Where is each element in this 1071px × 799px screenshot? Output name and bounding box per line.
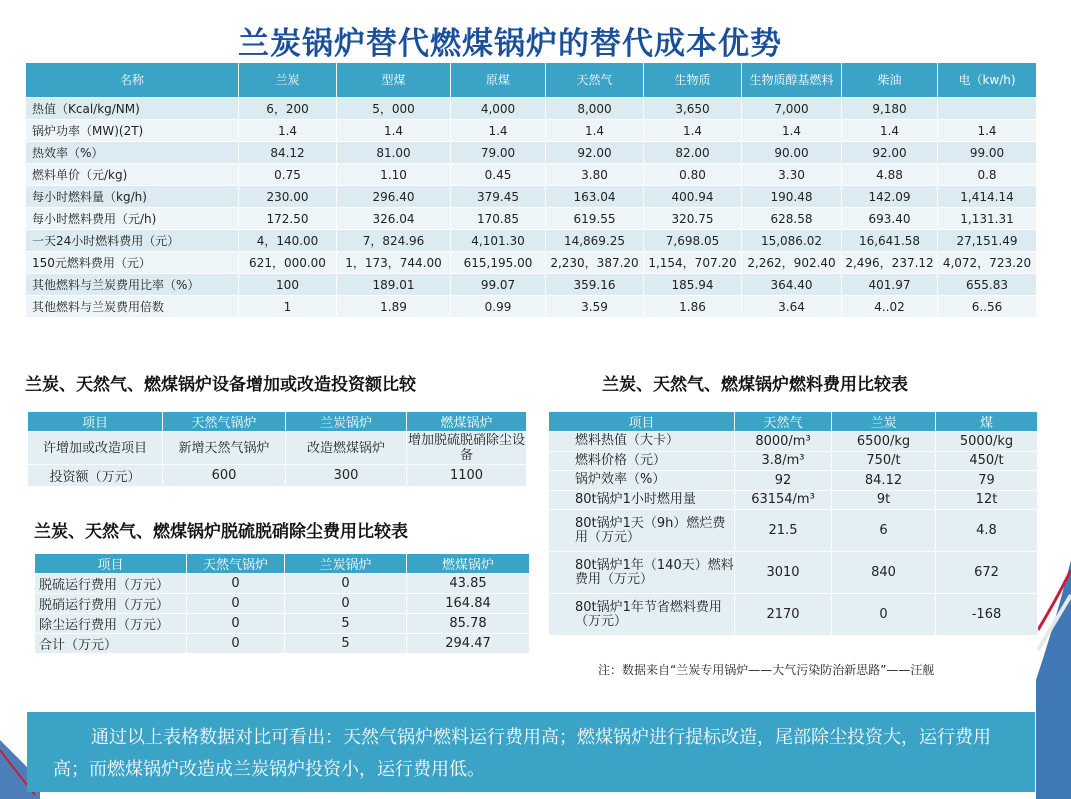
table-cell: 4,101.30 <box>451 230 546 252</box>
table-header-row <box>26 63 1037 98</box>
table-row <box>549 552 1038 594</box>
table-cell: 185.94 <box>644 274 742 296</box>
table-cell: 1.4 <box>938 120 1037 142</box>
table-cell: 21.5 <box>735 510 832 552</box>
column-header: 天然气锅炉 <box>163 412 286 432</box>
table-cell: 4，140.00 <box>239 230 337 252</box>
table-cell: 170.85 <box>451 208 546 230</box>
table-cell: 1.4 <box>546 120 644 142</box>
table-cell: 7,698.05 <box>644 230 742 252</box>
table-row <box>549 451 1038 471</box>
table-cell: 163.04 <box>546 186 644 208</box>
table-cell: 621，000.00 <box>239 252 337 274</box>
table-cell: 300 <box>286 465 407 487</box>
row-label-cell: 锅炉效率（%） <box>549 471 735 491</box>
table-cell: 401.97 <box>842 274 938 296</box>
table-cell: 1.4 <box>451 120 546 142</box>
table-cell: 92.00 <box>842 142 938 164</box>
table-row <box>26 142 1037 164</box>
column-header: 兰炭锅炉 <box>286 412 407 432</box>
table-cell: 0.75 <box>239 164 337 186</box>
table-cell: 190.48 <box>742 186 842 208</box>
table-row <box>28 465 527 487</box>
table-cell: 1，173，744.00 <box>337 252 451 274</box>
table-cell: 359.16 <box>546 274 644 296</box>
table-cell: 600 <box>163 465 286 487</box>
table-cell: 1,414.14 <box>938 186 1037 208</box>
table-cell: 3.59 <box>546 296 644 318</box>
row-label-cell: 80t锅炉1年节省燃料费用（万元） <box>549 594 735 636</box>
table-cell: 2170 <box>735 594 832 636</box>
table-cell: 4,072，723.20 <box>938 252 1037 274</box>
table-cell: 27,151.49 <box>938 230 1037 252</box>
table-cell: 改造燃煤锅炉 <box>286 432 407 465</box>
table-row <box>26 274 1037 296</box>
table-cell: 5000/kg <box>936 432 1038 452</box>
table-cell: 1100 <box>407 465 527 487</box>
table-cell: 1.4 <box>842 120 938 142</box>
table-cell: 172.50 <box>239 208 337 230</box>
table-cell: 840 <box>832 552 936 594</box>
table-cell: 326.04 <box>337 208 451 230</box>
row-label-cell: 锅炉功率（MW)(2T) <box>26 120 239 142</box>
column-header: 天然气 <box>546 63 644 98</box>
column-header: 生物质 <box>644 63 742 98</box>
table-row <box>35 634 530 654</box>
table-cell: 294.47 <box>407 634 530 654</box>
table-cell: 4,000 <box>451 98 546 120</box>
table-cell: 8000/m³ <box>735 432 832 452</box>
table-row <box>28 432 527 465</box>
row-label-cell: 其他燃料与兰炭费用倍数 <box>26 296 239 318</box>
table-cell: 90.00 <box>742 142 842 164</box>
table-cell: 9t <box>832 490 936 510</box>
table-cell: 693.40 <box>842 208 938 230</box>
column-header: 天然气锅炉 <box>187 554 285 574</box>
table-cell: 615,195.00 <box>451 252 546 274</box>
table-cell: 672 <box>936 552 1038 594</box>
table-cell: 84.12 <box>832 471 936 491</box>
column-header: 电（kw/h) <box>938 63 1037 98</box>
table-cell: 3.64 <box>742 296 842 318</box>
table-cell: 81.00 <box>337 142 451 164</box>
row-label-cell: 燃料热值（大卡） <box>549 432 735 452</box>
table-cell: 3.8/m³ <box>735 451 832 471</box>
table-cell: 0 <box>187 574 285 594</box>
table-cell: 4.88 <box>842 164 938 186</box>
table-cell: 85.78 <box>407 614 530 634</box>
investment-table-title: 兰炭、天然气、燃煤锅炉设备增加或改造投资额比较 <box>25 375 416 395</box>
table-cell: 1.4 <box>337 120 451 142</box>
table-cell: 99.00 <box>938 142 1037 164</box>
table-cell: 99.07 <box>451 274 546 296</box>
table-cell: 6500/kg <box>832 432 936 452</box>
desulf-table-title: 兰炭、天然气、燃煤锅炉脱硫脱硝除尘费用比较表 <box>34 522 408 542</box>
column-header: 项目 <box>549 412 735 432</box>
table-cell: 5 <box>285 634 407 654</box>
table-header-row <box>549 412 1038 432</box>
table-row <box>549 490 1038 510</box>
column-header: 型煤 <box>337 63 451 98</box>
column-header: 天然气 <box>735 412 832 432</box>
table-row <box>26 208 1037 230</box>
table-cell: 92.00 <box>546 142 644 164</box>
table-row <box>26 120 1037 142</box>
table-cell: 1.4 <box>644 120 742 142</box>
row-label-cell: 每小时燃料量（kg/h) <box>26 186 239 208</box>
table-cell: 12t <box>936 490 1038 510</box>
table-row <box>35 594 530 614</box>
table-cell: 5，000 <box>337 98 451 120</box>
row-label-cell: 除尘运行费用（万元） <box>35 614 187 634</box>
table-row <box>26 252 1037 274</box>
table-cell: 79 <box>936 471 1038 491</box>
column-header: 名称 <box>26 63 239 98</box>
table-cell: 7，824.96 <box>337 230 451 252</box>
column-header: 原煤 <box>451 63 546 98</box>
column-header: 项目 <box>35 554 187 574</box>
column-header: 燃煤锅炉 <box>407 554 530 574</box>
table-cell: 1.10 <box>337 164 451 186</box>
desulfurization-cost-table <box>34 553 530 654</box>
table-cell: 619.55 <box>546 208 644 230</box>
table-row <box>26 296 1037 318</box>
table-cell: 4.8 <box>936 510 1038 552</box>
table-cell: 84.12 <box>239 142 337 164</box>
table-header-row <box>35 554 530 574</box>
table-cell: 142.09 <box>842 186 938 208</box>
table-cell: 1.89 <box>337 296 451 318</box>
table-cell: 750/t <box>832 451 936 471</box>
table-cell: 628.58 <box>742 208 842 230</box>
table-cell: 0 <box>285 594 407 614</box>
table-cell: 3.80 <box>546 164 644 186</box>
table-cell: 0.8 <box>938 164 1037 186</box>
table-cell: 164.84 <box>407 594 530 614</box>
table-cell: 6..56 <box>938 296 1037 318</box>
table-cell: 1.4 <box>239 120 337 142</box>
decorative-swoosh-right <box>1036 540 1071 799</box>
table-cell: 9,180 <box>842 98 938 120</box>
row-label-cell: 一天24小时燃料费用（元） <box>26 230 239 252</box>
column-header: 燃煤锅炉 <box>407 412 527 432</box>
table-cell: 2,496，237.12 <box>842 252 938 274</box>
table-row <box>549 510 1038 552</box>
table-cell: 79.00 <box>451 142 546 164</box>
row-label-cell: 投资额（万元） <box>28 465 163 487</box>
table-row <box>26 186 1037 208</box>
row-label-cell: 热值（Kcal/kg/NM) <box>26 98 239 120</box>
table-cell: 1,154，707.20 <box>644 252 742 274</box>
column-header: 兰炭锅炉 <box>285 554 407 574</box>
table-cell: 7,000 <box>742 98 842 120</box>
table-row <box>549 432 1038 452</box>
table-header-row <box>28 412 527 432</box>
row-label-cell: 燃料价格（元） <box>549 451 735 471</box>
table-cell: 450/t <box>936 451 1038 471</box>
table-cell: 364.40 <box>742 274 842 296</box>
table-cell: 0 <box>832 594 936 636</box>
table-row <box>26 230 1037 252</box>
row-label-cell: 80t锅炉1天（9h）燃烂费用（万元） <box>549 510 735 552</box>
table-cell: 1 <box>239 296 337 318</box>
column-header: 柴油 <box>842 63 938 98</box>
table-cell: 43.85 <box>407 574 530 594</box>
table-cell: 379.45 <box>451 186 546 208</box>
table-cell: 4..02 <box>842 296 938 318</box>
conclusion-banner <box>27 712 1035 792</box>
table-cell: 3,650 <box>644 98 742 120</box>
investment-comparison-table <box>27 411 527 487</box>
table-cell: -168 <box>936 594 1038 636</box>
table-cell: 0 <box>285 574 407 594</box>
row-label-cell: 脱硝运行费用（万元） <box>35 594 187 614</box>
table-cell: 14,869.25 <box>546 230 644 252</box>
table-row <box>35 614 530 634</box>
table-cell: 92 <box>735 471 832 491</box>
row-label-cell: 80t锅炉1小时燃用量 <box>549 490 735 510</box>
table-cell: 6 <box>832 510 936 552</box>
table-cell: 0 <box>187 614 285 634</box>
boiler-fuel-cost-table <box>548 411 1038 636</box>
table-row <box>549 471 1038 491</box>
table-cell: 230.00 <box>239 186 337 208</box>
conclusion-text: 通过以上表格数据对比可看出：天然气锅炉燃料运行费用高；燃煤锅炉进行提标改造，尾部除尘投资大，运行费用高；而燃煤锅炉改造成兰炭锅炉投资小，运行费用低。 <box>53 727 991 780</box>
table-cell: 100 <box>239 274 337 296</box>
row-label-cell: 脱硫运行费用（万元） <box>35 574 187 594</box>
column-header: 生物质醇基燃料 <box>742 63 842 98</box>
table-cell: 0.99 <box>451 296 546 318</box>
table-cell: 82.00 <box>644 142 742 164</box>
table-cell <box>938 98 1037 120</box>
table-cell: 400.94 <box>644 186 742 208</box>
table-cell: 320.75 <box>644 208 742 230</box>
table-cell: 0.45 <box>451 164 546 186</box>
table-row <box>549 594 1038 636</box>
table-cell: 1.86 <box>644 296 742 318</box>
row-label-cell: 许增加或改造项目 <box>28 432 163 465</box>
page-title: 兰炭锅炉替代燃煤锅炉的替代成本优势 <box>238 26 782 62</box>
table-cell: 新增天然气锅炉 <box>163 432 286 465</box>
column-header: 兰炭 <box>832 412 936 432</box>
table-cell: 63154/m³ <box>735 490 832 510</box>
table-row <box>26 98 1037 120</box>
row-label-cell: 每小时燃料费用（元/h) <box>26 208 239 230</box>
row-label-cell: 燃料单价（元/kg) <box>26 164 239 186</box>
fuel-cost-comparison-table <box>25 62 1037 318</box>
table-cell: 2,262，902.40 <box>742 252 842 274</box>
source-note: 注：数据来自“兰炭专用锅炉——大气污染防治新思路”——汪舰 <box>598 663 935 677</box>
table-cell: 15,086.02 <box>742 230 842 252</box>
row-label-cell: 合计（万元） <box>35 634 187 654</box>
column-header: 项目 <box>28 412 163 432</box>
table-cell: 5 <box>285 614 407 634</box>
row-label-cell: 其他燃料与兰炭费用比率（%） <box>26 274 239 296</box>
table-cell: 3.30 <box>742 164 842 186</box>
table-row <box>26 164 1037 186</box>
column-header: 煤 <box>936 412 1038 432</box>
table-row <box>35 574 530 594</box>
table-cell: 3010 <box>735 552 832 594</box>
table-cell: 8,000 <box>546 98 644 120</box>
fuel-cost-table-title: 兰炭、天然气、燃煤锅炉燃料费用比较表 <box>602 375 908 395</box>
table-cell: 0 <box>187 594 285 614</box>
table-cell: 6，200 <box>239 98 337 120</box>
table-cell: 296.40 <box>337 186 451 208</box>
row-label-cell: 150元燃料费用（元） <box>26 252 239 274</box>
table-cell: 2,230，387.20 <box>546 252 644 274</box>
column-header: 兰炭 <box>239 63 337 98</box>
table-cell: 655.83 <box>938 274 1037 296</box>
table-cell: 1,131.31 <box>938 208 1037 230</box>
table-cell: 0.80 <box>644 164 742 186</box>
table-cell: 16,641.58 <box>842 230 938 252</box>
table-cell: 增加脱硫脱硝除尘设备 <box>407 433 525 463</box>
row-label-cell: 热效率（%） <box>26 142 239 164</box>
table-cell: 1.4 <box>742 120 842 142</box>
row-label-cell: 80t锅炉1年（140天）燃料费用（万元） <box>549 552 735 594</box>
table-cell: 189.01 <box>337 274 451 296</box>
table-cell: 0 <box>187 634 285 654</box>
